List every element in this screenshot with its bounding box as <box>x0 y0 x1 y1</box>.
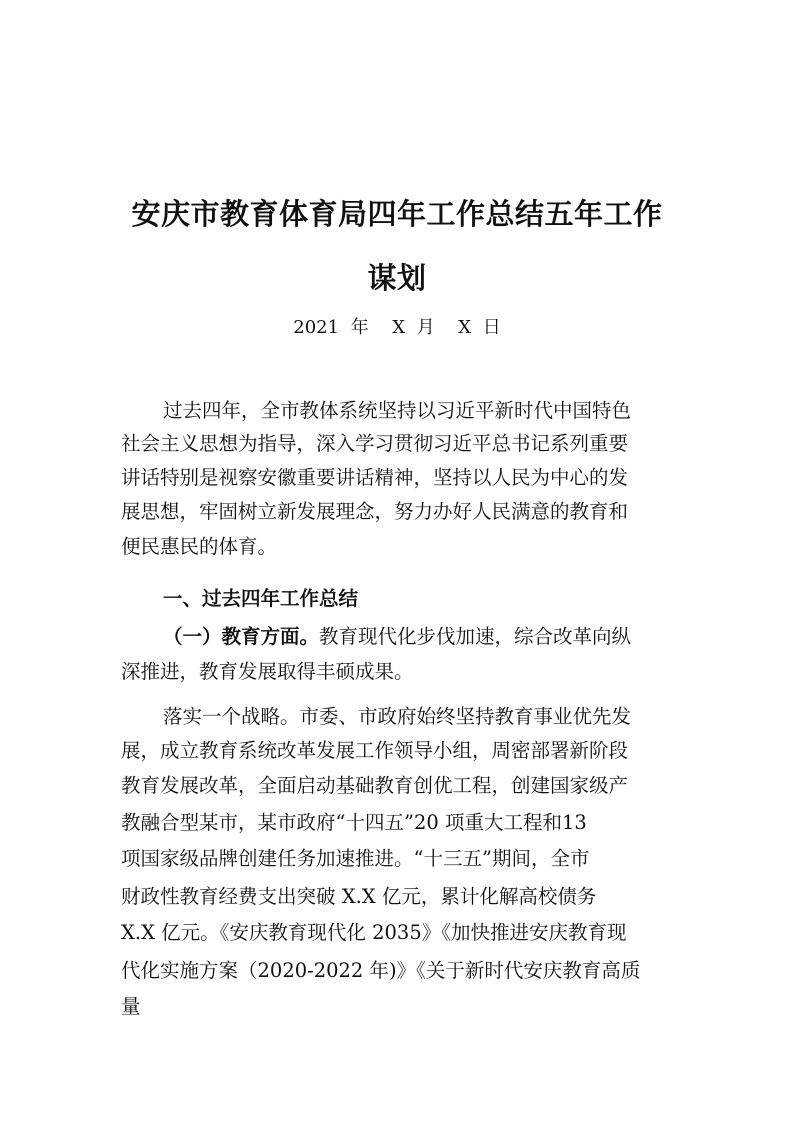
paragraph-line: 量 <box>121 995 141 1018</box>
paragraph-line: 教育发展改革，全面启动基础教育创优工程，创建国家级产 <box>121 774 629 797</box>
section-heading: 一、过去四年工作总结 <box>163 587 359 610</box>
paragraph-line: 教融合型某市，某市政府“十四五”20 项重大工程和13 <box>121 811 587 834</box>
paragraph-line: 社会主义思想为指导，深入学习贯彻习近平总书记系列重要 <box>121 432 629 455</box>
paragraph-line: 深推进，教育发展取得丰硕成果。 <box>121 660 414 683</box>
subsection-label: （一）教育方面。 <box>163 625 320 648</box>
paragraph-line: 展思想，牢固树立新发展理念，努力办好人民满意的教育和 <box>121 500 629 523</box>
paragraph-line: 展，成立教育系统改革发展工作领导小组，周密部署新阶段 <box>121 739 629 762</box>
subsection-text: 教育现代化步伐加速，综合改革向纵 <box>319 625 632 648</box>
paragraph-line: 便民惠民的体育。 <box>121 535 278 558</box>
document-date: 2021 年 X 月 X 日 <box>293 317 501 338</box>
document-title-line-2: 谋划 <box>367 261 427 295</box>
paragraph-line: 代化实施方案（2020-2022 年)》《关于新时代安庆教育高质 <box>121 959 641 982</box>
paragraph-line: 财政性教育经费支出突破 X.X 亿元，累计化解高校债务 <box>121 885 597 908</box>
paragraph-line: 落实一个战略。市委、市政府始终坚持教育事业优先发 <box>163 705 632 728</box>
subsection-first-line <box>163 625 681 649</box>
document-title-line-1: 安庆市教育体育局四年工作总结五年工作 <box>131 197 663 231</box>
paragraph-line: 讲话特别是视察安徽重要讲话精神，坚持以人民为中心的发 <box>121 466 629 489</box>
paragraph-line: 过去四年，全市教体系统坚持以习近平新时代中国特色 <box>163 399 632 422</box>
paragraph-line: 项国家级品牌创建任务加速推进。“十三五”期间，全市 <box>121 847 590 870</box>
paragraph-line: X.X 亿元。《安庆教育现代化 2035》《加快推进安庆教育现 <box>121 921 627 944</box>
